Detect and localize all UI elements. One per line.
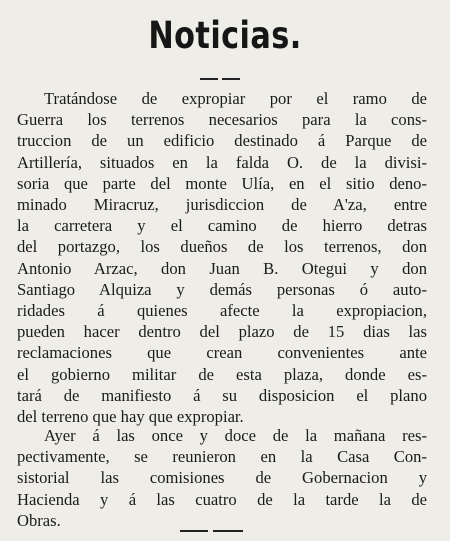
paragraph-line: ridades á quienes afecte la expropiacion,	[17, 301, 427, 321]
paragraph-line: del terreno que hay que expropiar.	[17, 407, 244, 427]
paragraph-line: el gobierno militar de esta plaza, donde es-	[17, 364, 427, 384]
paragraph-line: reclamaciones que crean convenientes ante	[17, 343, 427, 363]
paragraph-line: Obras.	[17, 510, 61, 530]
paragraph-line: Santiago Alquiza y demás personas ó auto-	[17, 279, 427, 299]
paragraph-line: tará de manifiesto á su disposicion el plano	[17, 385, 427, 405]
paragraph-line: truccion de un edificio destinado á Parque de	[17, 131, 427, 151]
paragraph-line: Antonio Arzac, don Juan B. Otegui y don	[17, 258, 427, 278]
news-paragraph-commissions	[17, 425, 427, 531]
title-divider-right	[222, 78, 240, 80]
paragraph-line: del portazgo, los dueños de los terrenos, don	[17, 237, 427, 257]
paragraph-line: Artillería, situados en la falda O. de la divisi-	[17, 152, 427, 172]
paragraph-line: sistorial las comisiones de Gobernacion y	[17, 468, 427, 488]
paragraph-line: soria que parte del monte Ulía, en el sitio deno-	[17, 173, 427, 193]
section-end-divider-right	[213, 530, 243, 532]
paragraph-line: pueden hacer dentro del plazo de 15 dias las	[17, 322, 427, 342]
paragraph-line: Guerra los terrenos necesarios para la cons-	[17, 110, 427, 130]
section-title: Noticias.	[148, 14, 302, 57]
news-paragraph-expropriation	[17, 88, 427, 427]
paragraph-line: Tratándose de expropiar por el ramo de	[44, 89, 427, 108]
paragraph-line: minado Miracruz, jurisdiccion de A'za, entre	[17, 195, 427, 215]
paragraph-line: pectivamente, se reunieron en la Casa Con-	[17, 447, 427, 467]
section-end-divider-left	[180, 530, 208, 532]
title-divider-left	[200, 78, 218, 80]
paragraph-line: la carretera y el camino de hierro detras	[17, 216, 427, 236]
paragraph-line: Ayer á las once y doce de la mañana res-	[44, 426, 427, 445]
paragraph-line: Hacienda y á las cuatro de la tarde la de	[17, 489, 427, 509]
